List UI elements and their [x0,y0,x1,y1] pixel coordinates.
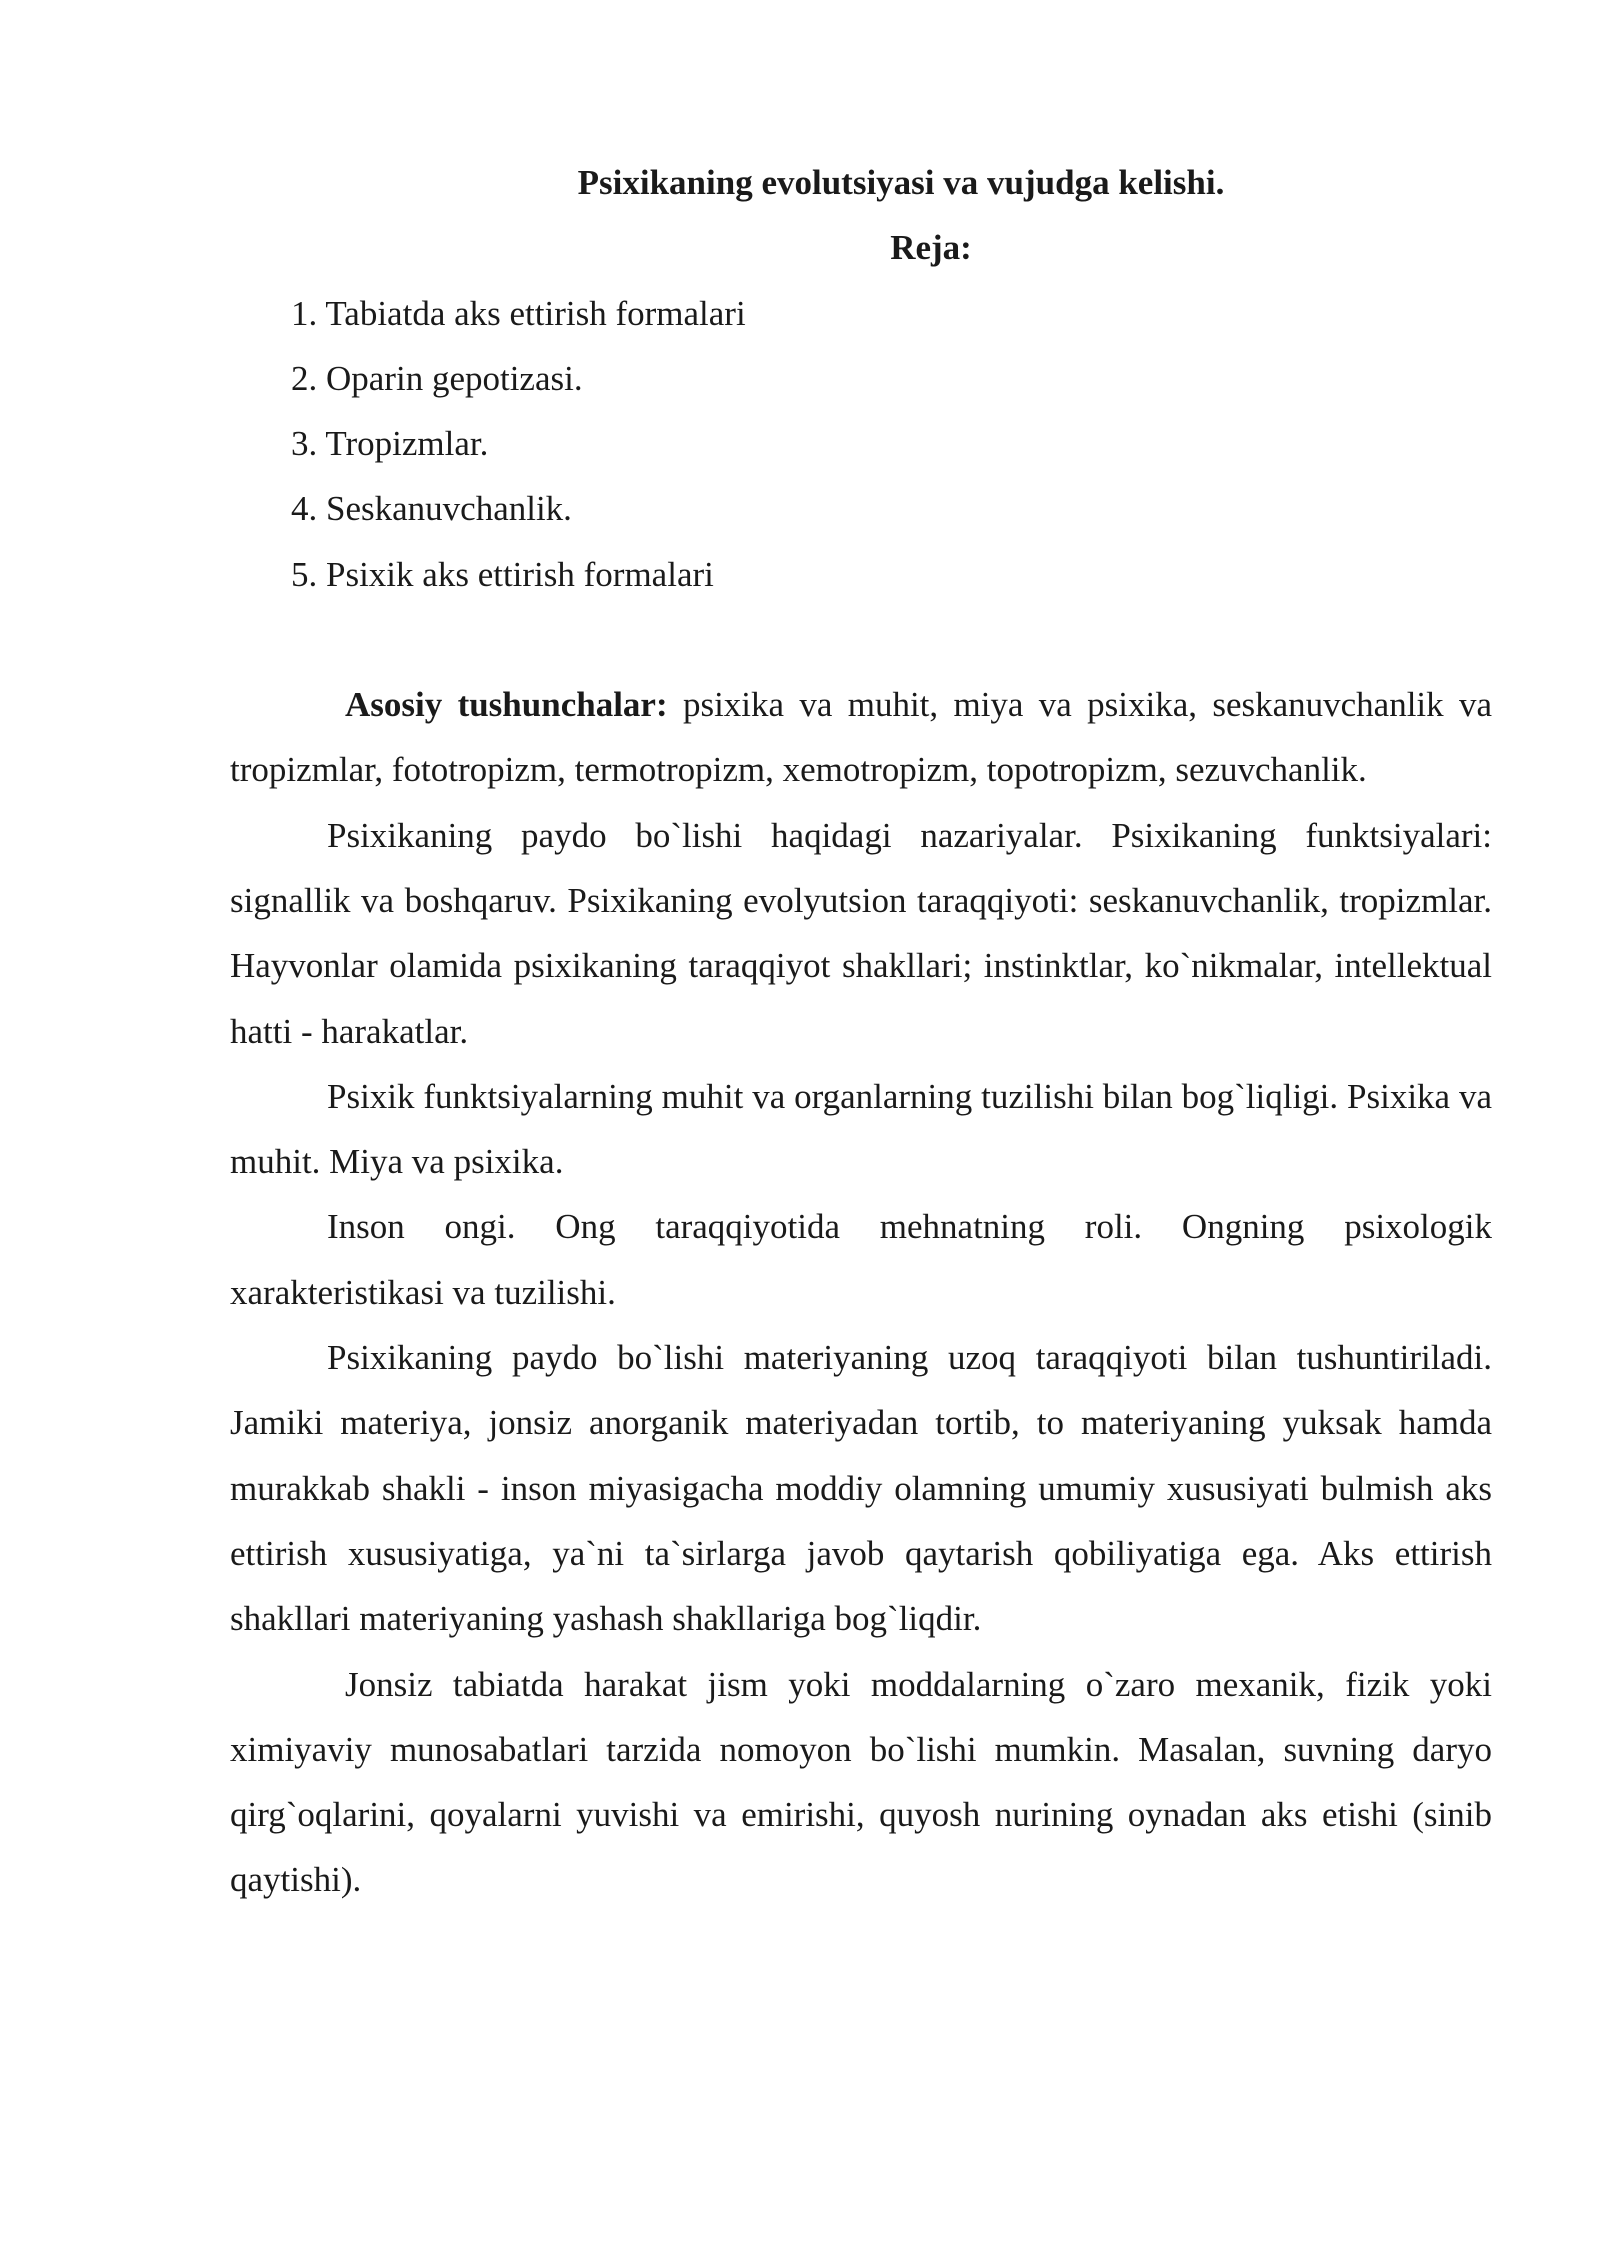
plan-list [230,281,1492,607]
plan-item: 3. Tropizmlar. [291,424,489,464]
plan-item: 5. Psixik aks ettirish formalari [291,554,714,594]
plan-heading: Reja: [890,228,972,268]
plan-item: 1. Tabiatda aks ettirish formalari [291,293,746,333]
section-gap [230,607,1492,672]
body-paragraph: Psixik funktsiyalarning muhit va organlarning tuzilishi bilan bog`liqligi. Psixika va muhit. Miya va psixika. [230,1076,1492,1182]
plan-item: 2. Oparin gepotizasi. [291,358,583,398]
body-paragraph: Inson ongi. Ong taraqqiyotida mehnatning roli. Ongning psixologik xarakteristikasi va tuzilishi. [230,1207,1492,1312]
key-concepts-label: Asosiy tushunchalar: [345,685,668,725]
plan-item: 4. Seskanuvchanlik. [291,489,572,529]
document-title: Psixikaning evolutsiyasi va vujudga kelishi. [577,163,1225,202]
document-page [230,150,1492,1913]
key-concepts-paragraph [230,672,1492,803]
body-paragraph: Psixikaning paydo bo`lishi haqidagi nazariyalar. Psixikaning funktsiyalari: signallik va boshqaruv. Psixikaning evolyutsion taraqqiyoti: seskanuvchanlik, tropizmlar. Hayvonlar olamida psixikaning taraqqiyot shakllari; instinktlar, ko`nikmalar, intellektual hatti - harakatlar. [230,815,1492,1051]
body-paragraph: Psixikaning paydo bo`lishi materiyaning uzoq taraqqiyoti bilan tushuntiriladi. Jamiki materiya, jonsiz anorganik materiyadan tortib, to materiyaning yuksak hamda murakkab shakli - inson miyasigacha moddiy olamning umumiy xususiyati bulmish aks ettirish xususiyatiga, ya`ni ta`sirlarga javob qaytarish qobiliyatiga ega. Aks ettirish shakllari materiyaning yashash shakllariga bog`liqdir. [230,1338,1492,1639]
body-paragraph: Jonsiz tabiatda harakat jism yoki moddalarning o`zaro mexanik, fizik yoki ximiyaviy munosabatlari tarzida nomoyon bo`lishi mumkin. Masalan, suvning daryo qirg`oqlarini, qoyalarni yuvishi va emirishi, quyosh nurining oynadan aks etishi (sinib qaytishi). [230,1664,1492,1900]
key-concepts-text: psixika va muhit, miya va psixika, seskanuvchanlik va tropizmlar, fototropizm, termotropizm, xemotropizm, topotropizm, sezuvchanlik. [230,685,1493,790]
